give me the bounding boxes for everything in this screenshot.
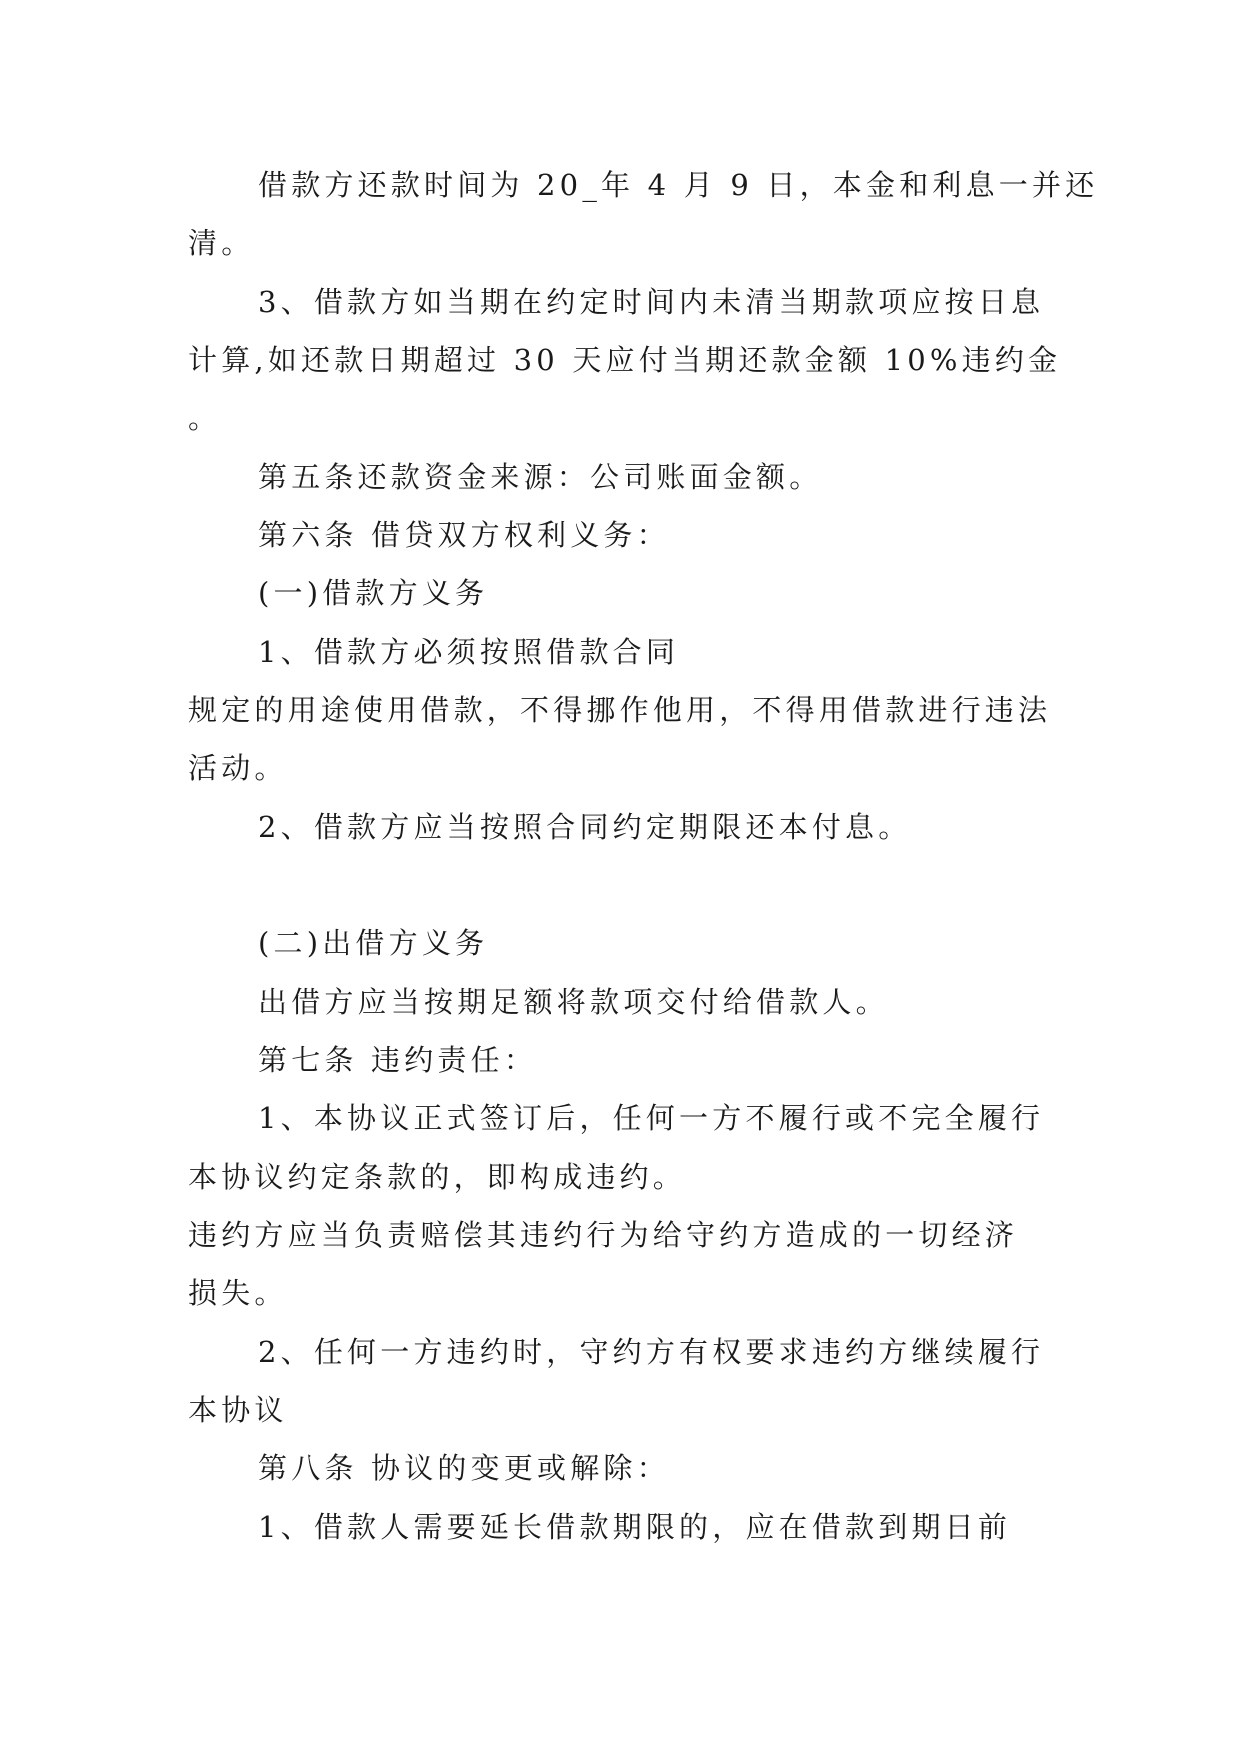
text-line: 本协议: [188, 1393, 288, 1427]
text-line: 2、借款方应当按照合同约定期限还本付息。: [258, 810, 912, 844]
text-line: 1、借款方必须按照借款合同: [258, 635, 680, 669]
article-5-heading: 第五条还款资金来源：公司账面金额。: [258, 460, 823, 494]
text-line: 1、本协议正式签订后，任何一方不履行或不完全履行: [258, 1101, 1045, 1135]
text-line: 2、任何一方违约时，守约方有权要求违约方继续履行: [258, 1335, 1045, 1369]
lender-obligations-heading: (二)出借方义务: [258, 926, 489, 960]
text-line: 。: [188, 401, 222, 435]
text-line: 借款方还款时间为 20_年 4 月 9 日，本金和利息一并还: [258, 168, 1099, 202]
text-line: 规定的用途使用借款，不得挪作他用，不得用借款进行违法: [188, 693, 1052, 727]
text-line: 本协议约定条款的，即构成违约。: [188, 1160, 687, 1194]
text-line: 清。: [188, 226, 255, 260]
text-line: 活动。: [188, 751, 288, 785]
text-line: 3、借款方如当期在约定时间内未清当期款项应按日息: [258, 285, 1045, 319]
article-8-heading: 第八条 协议的变更或解除：: [258, 1451, 670, 1485]
text-line: 违约方应当负责赔偿其违约行为给守约方造成的一切经济: [188, 1218, 1019, 1252]
borrower-obligations-heading: (一)借款方义务: [258, 576, 489, 610]
text-line: 计算,如还款日期超过 30 天应付当期还款金额 10%违约金: [188, 343, 1062, 377]
text-line: 1、借款人需要延长借款期限的，应在借款到期日前: [258, 1510, 1012, 1544]
article-6-heading: 第六条 借贷双方权利义务：: [258, 518, 670, 552]
text-line: 出借方应当按期足额将款项交付给借款人。: [258, 985, 889, 1019]
article-7-heading: 第七条 违约责任：: [258, 1043, 538, 1077]
text-line: 损失。: [188, 1276, 288, 1310]
